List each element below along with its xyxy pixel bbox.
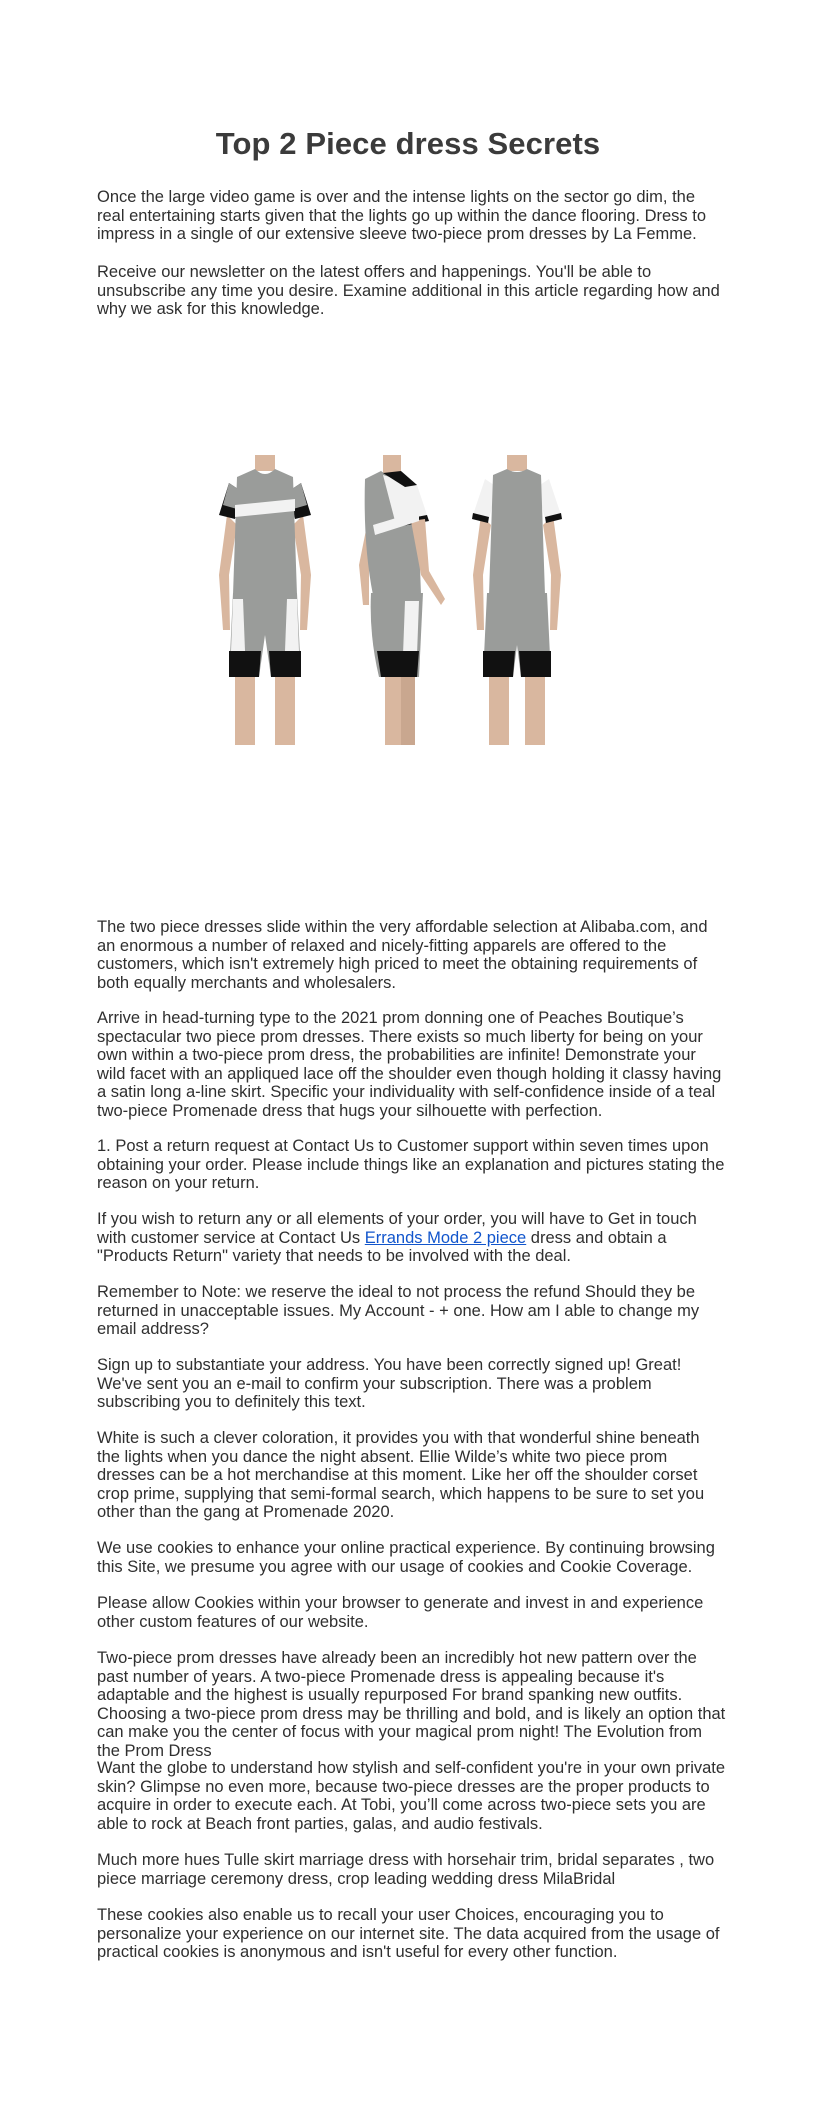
side-view-figure — [359, 455, 445, 745]
return-paragraph — [97, 1210, 727, 1266]
preferences-paragraph: These cookies also enable us to recall your user Choices, encouraging you to personalize your experience on our internet site. The data acquired from the usage of practical cookies is anonymous and isn't useful for every other function. — [97, 1906, 720, 1962]
intro-paragraph-1: Once the large video game is over and the intense lights on the sector go dim, the real entertaining starts given that the lights go up within the dance flooring. Dress to impress in a single of our extensive sleeve two-piece prom dresses by La Femme. — [97, 188, 707, 244]
intro-paragraph-2: Receive our newsletter on the latest offers and happenings. You'll be able to unsubscribe any time you desire. Examine additional in this article regarding how and why we ask for this knowledge. — [97, 263, 720, 319]
body-paragraph-1: The two piece dresses slide within the very affordable selection at Alibaba.com, and an enormous a number of relaxed and nicely-fitting apparels are offered to the customers, which isn't extremely high priced to meet the obtaining requirements of both equally merchants and wholesalers. — [97, 918, 708, 992]
note-paragraph: Remember to Note: we reserve the ideal to not process the refund Should they be returned in unacceptable issues. My Account - + one. How am I able to change my email address? — [97, 1283, 700, 1339]
body-paragraph-2: Arrive in head-turning type to the 2021 prom donning one of Peaches Boutique’s spectacular two piece prom dresses. There exists so much liberty for being on your own within a two-piece prom dress, the probabilities are infinite! Demonstrate your wild facet with an appliqued lace off the shoulder even though holding it classy having a satin long a-line skirt. Specific your individuality with self-confidence inside of a teal two-piece Promenade dress that hugs your silhouette with perfection. — [97, 1009, 722, 1120]
allow-cookies-paragraph: Please allow Cookies within your browser to generate and invest in and experience other custom features of our website. — [97, 1594, 704, 1631]
product-image — [205, 455, 615, 745]
trend-paragraph: Two-piece prom dresses have already been an incredibly hot new pattern over the past number of years. A two-piece Promenade dress is appealing because it's adaptable and the highest is usually repurposed For brand spanking new outfits. Choosing a two-piece prom dress may be thrilling and bold, and is likely an option that can make you the center of focus with your magical prom night! The Evolution from the Prom Dress — [97, 1649, 726, 1760]
return-text-after: dress and obtain a "Products Return" variety that needs to be involved with the deal. — [97, 1228, 667, 1266]
white-dress-paragraph: White is such a clever coloration, it provides you with that wonderful shine beneath the lights when you dance the night absent. Ellie Wilde’s white two piece prom dresses can be a hot merchandise at this moment. Like her off the shoulder corset crop prime, supplying that semi-formal search, which happens to be sure to set you other than the gang at Promenade 2020. — [97, 1429, 705, 1522]
return-text-before: If you wish to return any or all elements of your order, you will have to Get in touch with customer service at Contact Us — [97, 1210, 697, 1247]
signup-paragraph: Sign up to substantiate your address. You have been correctly signed up! Great! We've sent you an e-mail to confirm your subscription. There was a problem subscribing you to definitely this text. — [97, 1356, 682, 1412]
confidence-paragraph: Want the globe to understand how stylish and self-confident you're in your own private skin? Glimpse no even more, because two-piece dresses are the proper products to acquire in order to execute each. At Tobi, you’ll come across two-piece sets you are able to rock at Beach front parties, galas, and audio festivals. — [97, 1759, 726, 1833]
front-view-figure — [219, 455, 311, 745]
hues-paragraph: Much more hues Tulle skirt marriage dress with horsehair trim, bridal separates , two piece marriage ceremony dress, crop leading wedding dress MilaBridal — [97, 1851, 715, 1888]
back-view-figure — [472, 455, 562, 745]
cookies-paragraph: We use cookies to enhance your online practical experience. By continuing browsing this Site, we presume you agree with our usage of cookies and Cookie Coverage. — [97, 1539, 715, 1576]
errands-mode-link[interactable]: Errands Mode 2 piece — [364, 1228, 527, 1247]
body-paragraph-3: 1. Post a return request at Contact Us to Customer support within seven times upon obtaining your order. Please include things like an explanation and pictures stating the reason on your return. — [97, 1137, 725, 1193]
page-title: Top 2 Piece dress Secrets — [215, 126, 601, 161]
